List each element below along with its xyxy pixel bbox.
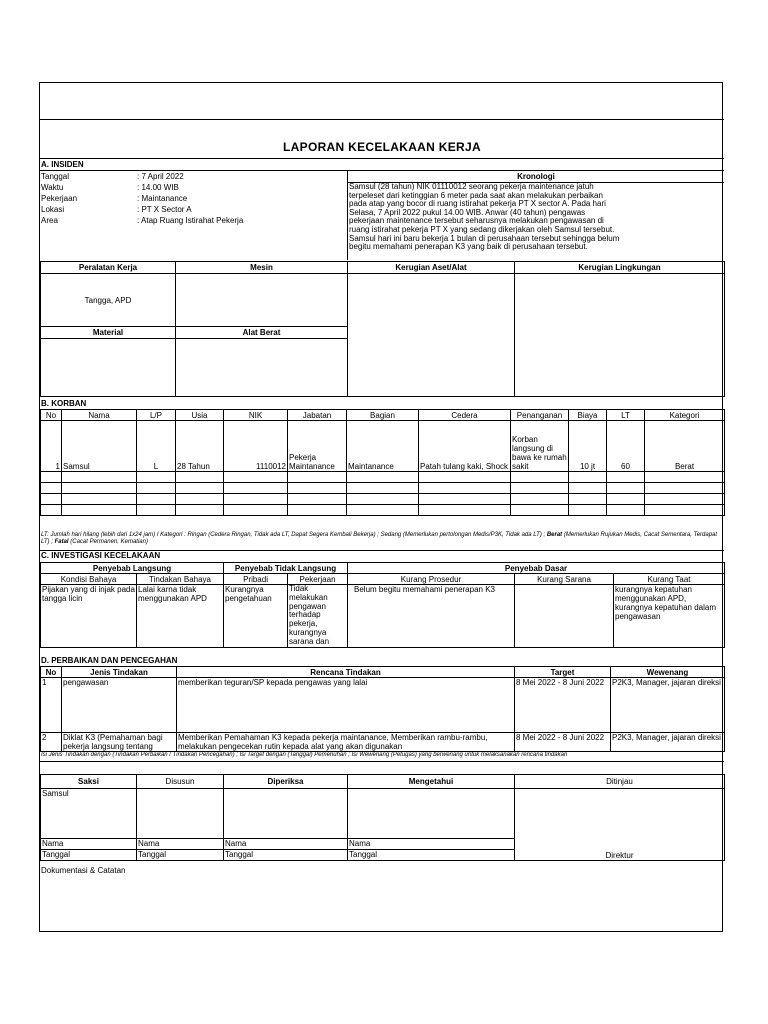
cell-lp: L [137, 421, 176, 472]
cell-no: 1 [41, 421, 62, 472]
diperiksa-signature [224, 789, 348, 839]
cell-wewenang: P2K3, Manager, jajaran direksi [611, 678, 725, 733]
kerugian-aset-value [348, 274, 515, 397]
cell-bagian: Maintanance [347, 421, 419, 472]
col-material: Material [41, 327, 176, 339]
cell-kondisi: Pijakan yang di injak pada tangga licin [41, 585, 137, 648]
field-value: : Maintanance [137, 194, 188, 203]
field-value: : 7 April 2022 [137, 172, 184, 181]
col-kurang-sarana: Kurang Sarana [515, 574, 614, 585]
col-penanganan: Penanganan [511, 410, 569, 421]
field-tanggal [41, 172, 341, 183]
col-kerugian-aset: Kerugian Aset/Alat [348, 262, 515, 274]
note-text: Cacat Sementara, Terdapat LT) ; [41, 532, 718, 545]
col-saksi: Saksi [41, 775, 137, 789]
col-no: No [41, 410, 62, 421]
col-wewenang: Wewenang [611, 667, 725, 678]
col-nama: Nama [62, 410, 137, 421]
saksi-nama: Nama [41, 839, 137, 850]
saksi-signature: Samsul [41, 789, 137, 839]
col-alat-berat: Alat Berat [176, 327, 348, 339]
cell-penanganan: Korban langsung di bawa ke rumah sakit [511, 421, 569, 472]
mengetahui-signature [348, 789, 515, 839]
col-kerugian-lingkungan: Kerugian Lingkungan [515, 262, 725, 274]
divider [40, 761, 724, 762]
investigasi-table [40, 562, 725, 648]
table-row [41, 421, 725, 472]
disusun-signature [137, 789, 224, 839]
material-value [41, 339, 176, 397]
dokumentasi-label: Dokumentasi & Catatan [41, 866, 126, 875]
field-value: : PT X Sector A [137, 205, 192, 214]
cell-nama: Samsul [62, 421, 137, 472]
cell-target: 8 Mei 2022 - 8 Juni 2022 [515, 678, 611, 733]
section-investigasi-header: C. INVESTIGASI KECELAKAAN [41, 551, 161, 560]
col-no: No [41, 667, 62, 678]
cell-pekerjaan: Tidak melakukan pengawan terhadap pekerja, kurangnya sarana dan [288, 585, 348, 648]
note-berat: Berat [546, 532, 563, 538]
col-cedera: Cedera [419, 410, 511, 421]
col-biaya: Biaya [569, 410, 607, 421]
diperiksa-nama: Nama [224, 839, 348, 850]
col-kondisi-bahaya: Kondisi Bahaya [41, 574, 137, 585]
field-area [41, 216, 341, 227]
col-rencana-tindakan: Rencana Tindakan [177, 667, 515, 678]
kerugian-lingkungan-value [515, 274, 725, 397]
col-mesin: Mesin [176, 262, 348, 274]
kronologi-text: Samsul (28 tahun) NIK 01110012 seorang pekerja maintenance jatuh terpeleset dari ketinggian 6 meter pada saat akan melakukan perbaikan pada atap yang bocor di ruang istirahat pekerja PT X sector A. Pada hari Selasa, 7 April 2022 pukul 14.00 WIB. Anwar (40 tahun) pengawas pekerjaan maintenance tersebut seharusnya melakukan pengawasan di ruang istirahat pekerja PT X yang sedang dikerjakan oleh Samsul tersebut. Samsul hari ini baru bekerja 1 bulan di perusahaan tersebut sehingga belum begitu memahami penerapan K3 yang baik di perusahaan tersebut. [349, 183, 620, 252]
insiden-fields [41, 172, 341, 227]
table-row [41, 494, 725, 505]
cell-no: 1 [41, 678, 62, 733]
report-sheet [39, 82, 723, 932]
field-label: Pekerjaan [41, 194, 78, 203]
cell-rencana: memberikan teguran/SP kepada pengawas yang lalai [177, 678, 515, 733]
col-disusun: Disusun [137, 775, 224, 789]
col-ditinjau: Ditinjau [515, 775, 725, 789]
col-peralatan-kerja: Peralatan Kerja [41, 262, 176, 274]
cell-wewenang: P2K3, Manager, jajaran direksi [611, 733, 725, 752]
mesin-value [176, 274, 348, 327]
col-kurang-prosedur: Kurang Prosedur [348, 574, 515, 585]
cell-taat: kurangnya kepatuhan menggunakan APD, kurangnya kepatuhan dalam pengawasan [614, 585, 725, 648]
perbaikan-note: Isi Jenis Tindakan dengan (Tindakan Perbaikan / Tindakan Pencegahan) ; Isi Target dengan (Tanggal) Pemenuhan ; Isi Wewenang (Petugas) yang berwenang untuk melaksanakan rencana tindakan [41, 752, 568, 758]
field-label: Waktu [41, 183, 64, 192]
perbaikan-table [40, 666, 725, 752]
disusun-tanggal: Tanggal [137, 850, 224, 861]
col-penyebab-langsung: Penyebab Langsung [41, 563, 224, 574]
cell-usia: 28 Tahun [176, 421, 224, 472]
field-label: Lokasi [41, 205, 65, 214]
section-insiden-header: A. INSIDEN [41, 160, 84, 169]
cell-jenis: Diklat K3 (Pemahaman bagi pekerja langsung tentang [62, 733, 177, 752]
col-kategori: Kategori [645, 410, 725, 421]
alat-berat-value [176, 339, 348, 397]
cell-rencana: Memberikan Pemahaman K3 kepada pekerja maintanance, Memberikan rambu-rambu, melakukan pengecekan rutin kepada alat yang akan digunakan [177, 733, 515, 752]
divider [40, 170, 724, 171]
cell-tindakan: Lalai karna tidak menggunakan APD [137, 585, 224, 648]
field-pekerjaan [41, 194, 341, 205]
field-label: Tanggal [41, 172, 70, 181]
disusun-nama: Nama [137, 839, 224, 850]
col-pekerjaan: Pekerjaan [288, 574, 348, 585]
col-jabatan: Jabatan [288, 410, 347, 421]
cell-biaya: 10 jt [569, 421, 607, 472]
cell-nik: 1110012 [224, 421, 288, 472]
col-usia: Usia [176, 410, 224, 421]
col-mengetahui: Mengetahui [348, 775, 515, 789]
note-text: LT: Jumlah hari hilang (lebih dari 1x24 jam) I Kategori : Ringan (Cedera Ringan, Tidak ada LT, Dapat Segera Kembali Bekerja) ; Sedang (Memerlukan pertolongan Medis/P3K, Tidak ada LT) ; [41, 532, 546, 538]
table-row [41, 472, 725, 483]
diperiksa-tanggal: Tanggal [224, 850, 348, 861]
col-target: Target [515, 667, 611, 678]
table-row [41, 505, 725, 516]
page-title: LAPORAN KECELAKAAN KERJA [283, 140, 481, 154]
table-row [41, 483, 725, 494]
col-kurang-taat: Kurang Taat [614, 574, 725, 585]
kronologi-header: Kronologi [517, 172, 555, 181]
col-bagian: Bagian [347, 410, 419, 421]
note-text: (Memerlukan Rujukan Medis, [563, 532, 642, 538]
cell-no: 2 [41, 733, 62, 752]
cell-lt: 60 [607, 421, 645, 472]
note-fatal: Fatal [54, 539, 69, 545]
direktur-label: Direktur [515, 789, 725, 861]
korban-note [41, 532, 723, 546]
field-value: : 14.00 WIB [137, 183, 179, 192]
cell-kategori: Berat [645, 421, 725, 472]
field-value: : Atap Ruang Istirahat Pekerja [137, 216, 244, 225]
cell-cedera: Patah tulang kaki, Shock [419, 421, 511, 472]
note-text: (Cacat Permanen, Kematian) [70, 539, 148, 545]
section-korban-header: B. KORBAN [41, 399, 87, 408]
field-waktu [41, 183, 341, 194]
divider [347, 170, 348, 260]
cell-prosedur: Belum begitu memahami penerapan K3 [348, 585, 515, 648]
col-lp: L/P [137, 410, 176, 421]
cell-jabatan: Pekerja Maintanance [288, 421, 347, 472]
cell-sarana [515, 585, 614, 648]
col-tindakan-bahaya: Tindakan Bahaya [137, 574, 224, 585]
col-lt: LT [607, 410, 645, 421]
peralatan-value: Tangga, APD [41, 274, 176, 327]
col-pribadi: Pribadi [224, 574, 288, 585]
divider [40, 158, 724, 159]
cell-jenis: pengawasan [62, 678, 177, 733]
col-jenis-tindakan: Jenis Tindakan [62, 667, 177, 678]
divider [40, 119, 724, 120]
table-row [41, 733, 725, 752]
field-label: Area [41, 216, 58, 225]
col-diperiksa: Diperiksa [224, 775, 348, 789]
mengetahui-nama: Nama [348, 839, 515, 850]
signoff-table [40, 774, 725, 861]
saksi-tanggal: Tanggal [41, 850, 137, 861]
cell-pribadi: Kurangnya pengetahuan [224, 585, 288, 648]
korban-table [40, 409, 725, 516]
mengetahui-tanggal: Tanggal [348, 850, 515, 861]
section-perbaikan-header: D. PERBAIKAN DAN PENCEGAHAN [41, 656, 178, 665]
col-penyebab-tidak-langsung: Penyebab Tidak Langsung [224, 563, 348, 574]
aset-table [40, 261, 725, 397]
col-penyebab-dasar: Penyebab Dasar [348, 563, 725, 574]
table-row [41, 678, 725, 733]
field-lokasi [41, 205, 341, 216]
cell-target: 8 Mei 2022 - 8 Juni 2022 [515, 733, 611, 752]
col-nik: NIK [224, 410, 288, 421]
